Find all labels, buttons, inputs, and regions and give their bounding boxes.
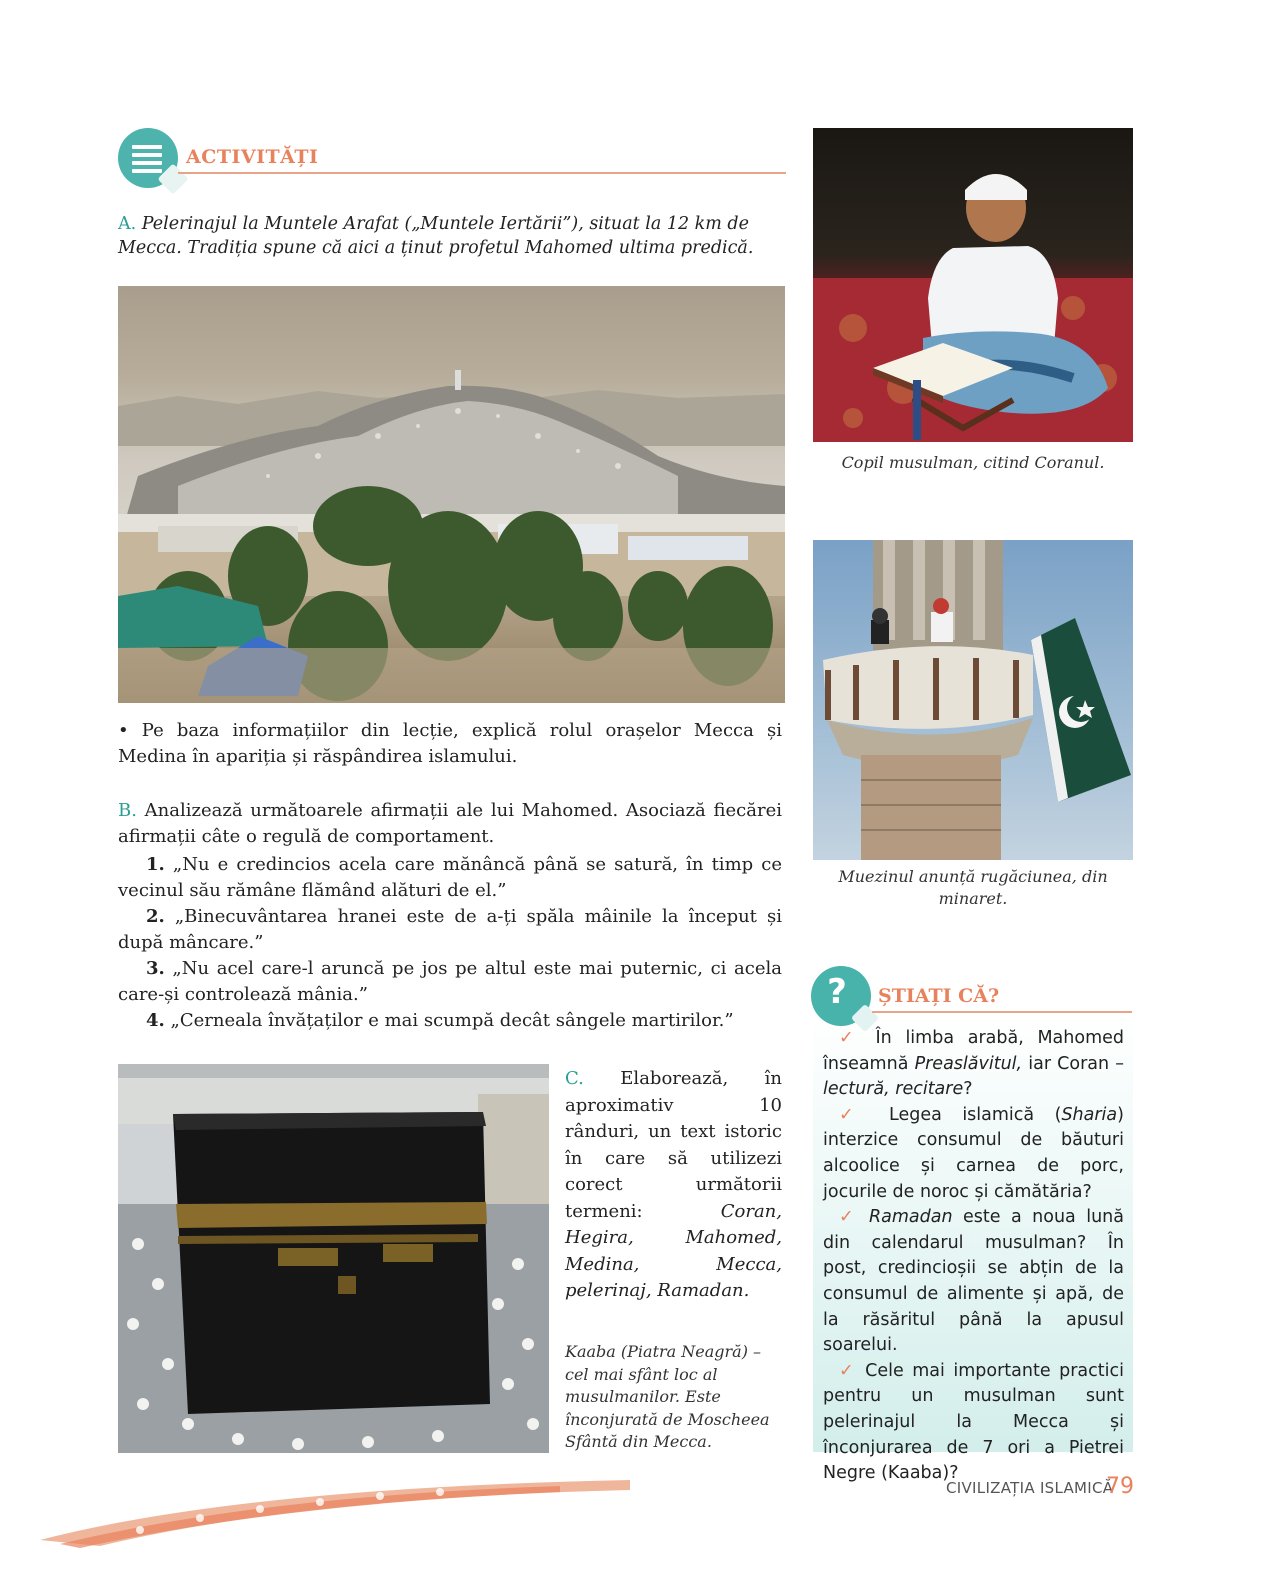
quote-item (118, 1008, 782, 1034)
child-reading-photo (813, 128, 1133, 442)
mount-arafat-illustration (118, 286, 785, 703)
quote-item (118, 852, 782, 904)
check-icon: ✓ (839, 1207, 859, 1228)
child-caption: Copil musulman, citind Coranul. (841, 453, 1105, 472)
footer-section-title: CIVILIZAȚIA ISLAMICĂ (946, 1479, 1114, 1497)
activity-c-label: C. (565, 1068, 584, 1089)
check-icon: ✓ (839, 1360, 857, 1381)
quote-text: „Nu acel care-l aruncă pe jos pe altul este mai puternic, ci acela care-și controlează mânia.” (118, 958, 782, 1005)
question-icon: ? (811, 966, 871, 1026)
quote-number: 4. (146, 1010, 165, 1031)
quote-text: „Cerneala învățaților e mai scumpă decât sângele martirilor.” (170, 1010, 734, 1031)
quote-item (118, 904, 782, 956)
fact-item: ✓ Legea islamică (Sharia) interzice consumul de băuturi alcoolice și carnea de porc, jocurile de noroc și cămătăria? (823, 1104, 1124, 1202)
activity-a-text: Pelerinajul la Muntele Arafat („Muntele Iertării”), situat la 12 km de Mecca. Tradiția spune că aici a ținut profetul Mahomed ultima predică. (118, 214, 754, 258)
fact-item: ✓ Ramadan este a noua lună din calendarul musulman? În post, credincioșii se abțin de la consumul de alimente și apă, de la răsăritul până la apusul soarelui. (823, 1207, 1124, 1356)
activity-a-label: A. (118, 214, 137, 234)
kaaba-illustration (118, 1064, 549, 1453)
quote-list (118, 852, 782, 1034)
page-number: 79 (1106, 1474, 1134, 1499)
quote-text: „Nu e credincios acela care mănâncă până se satură, în timp ce vecinul său rămâne flămând alături de el.” (118, 854, 782, 901)
activity-bullet: • Pe baza informațiilor din lecție, explică rolul orașelor Mecca și Medina în apariția și răspândirea islamului. (118, 720, 782, 767)
did-you-know-title: ȘTIAȚI CĂ? (878, 985, 1000, 1007)
activity-a (118, 212, 785, 260)
quote-text: „Binecuvântarea hranei este de a-ți spăla mâinile la început și după mâncare.” (118, 906, 782, 953)
activity-c (565, 1066, 782, 1305)
activities-rule (178, 172, 786, 174)
activities-title: ACTIVITĂȚI (186, 146, 319, 168)
check-icon: ✓ (839, 1104, 869, 1125)
kaaba-caption: Kaaba (Piatra Neagră) – cel mai sfânt loc al musulmanilor. Este înconjurată de Moscheea Sfântă din Mecca. (565, 1342, 770, 1451)
decorative-ornament (40, 1478, 630, 1548)
quote-number: 2. (146, 906, 165, 927)
activity-b-label: B. (118, 800, 137, 821)
activity-c-terms: Coran, Hegira, Mahomed, Medina, Mecca, pelerinaj, Ramadan. (565, 1200, 782, 1301)
activities-icon (118, 128, 178, 188)
check-icon: ✓ (839, 1028, 862, 1048)
minaret-caption: Muezinul anunță rugăciunea, din minaret. (838, 867, 1108, 908)
child-illustration (813, 128, 1133, 442)
mount-arafat-photo (118, 286, 785, 703)
kaaba-photo (118, 1064, 549, 1453)
quote-number: 3. (146, 958, 165, 979)
quote-item (118, 956, 782, 1008)
activity-b (118, 798, 782, 850)
minaret-photo (813, 540, 1133, 860)
did-you-know-rule (872, 1011, 1132, 1013)
did-you-know-list (823, 1026, 1124, 1487)
quote-number: 1. (146, 854, 165, 875)
fact-item: ✓ În limba arabă, Mahomed înseamnă Preaslăvitul, iar Coran – lectură, recitare? (823, 1028, 1124, 1100)
minaret-illustration (813, 540, 1133, 860)
activity-c-text: Elaborează, în aproximativ 10 rânduri, un text istoric în care să utilizezi corect următorii termeni: (565, 1068, 782, 1222)
fact-item: ✓ Cele mai importante practici pentru un musulman sunt pelerinajul la Mecca și înconjurarea de 7 ori a Pietrei Negre (Kaaba)? (823, 1360, 1124, 1484)
activity-b-text: Analizează următoarele afirmații ale lui Mahomed. Asociază fiecărei afirmații câte o regulă de comportament. (118, 800, 782, 847)
